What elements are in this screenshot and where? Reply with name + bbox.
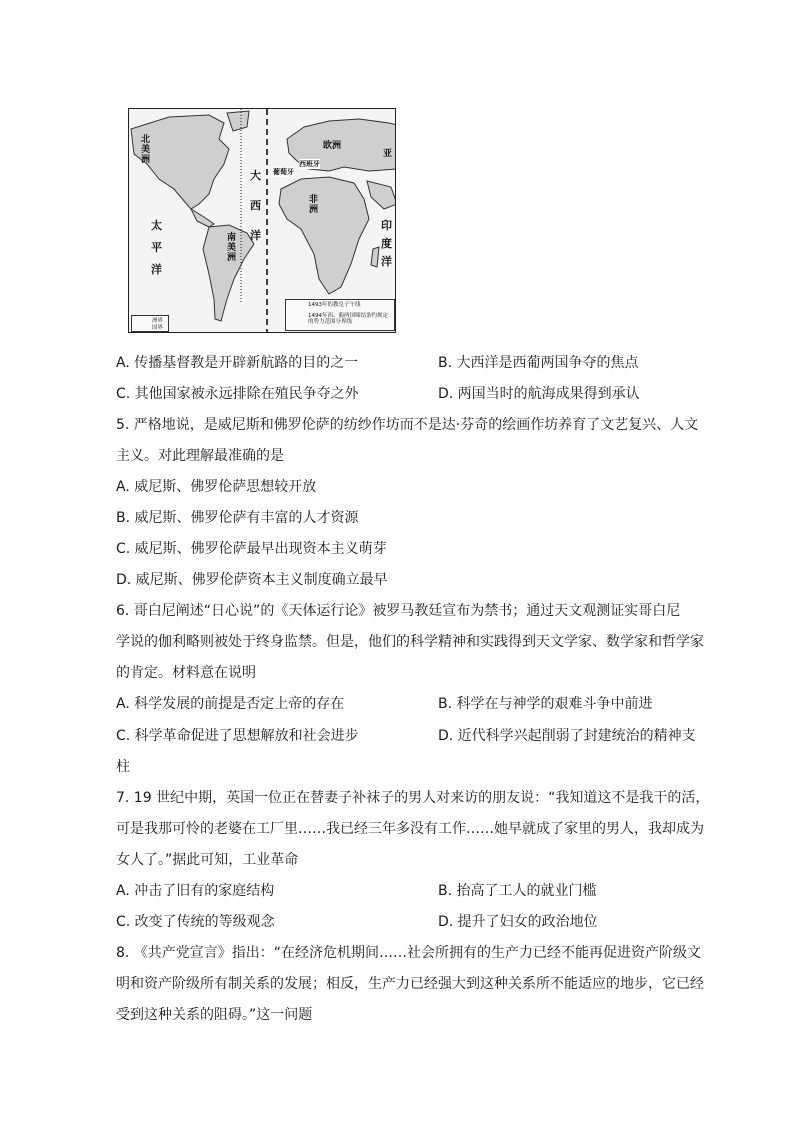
q4-option-a: A. 传播基督教是开辟新航路的目的之一 [116, 355, 359, 371]
label-north-america: 北美洲 [141, 135, 151, 165]
q6-option-c: C. 科学革命促进了思想解放和社会进步 [116, 728, 359, 744]
label-indian-ocean: 印度洋 [381, 219, 392, 268]
q4-option-c: C. 其他国家被永远排除在殖民争夺之外 [116, 386, 359, 402]
legend-continent-boundary: 洲界 [152, 318, 164, 324]
legend-papal-meridian: 1493年的教皇子午线 [308, 302, 361, 308]
q6-option-b: B. 科学在与神学的艰难斗争中前进 [438, 696, 653, 712]
legend-national-boundary: 国界 [152, 325, 164, 331]
legend-right [285, 299, 395, 331]
q7-stem-line2: 可是我那可怜的老婆在工厂里……我已经三年多没有工作……她早就成了家里的男人，我却成为 [116, 821, 704, 837]
label-portugal: 葡萄牙 [273, 168, 294, 176]
q6-option-a: A. 科学发展的前提是否定上帝的存在 [116, 696, 345, 712]
label-pacific-ocean: 太平洋 [151, 219, 162, 276]
label-atlantic-ocean: 大西洋 [250, 169, 261, 242]
legend-left [131, 315, 169, 332]
label-europe: 欧洲 [323, 141, 342, 151]
q4-option-b: B. 大西洋是西葡两国争夺的焦点 [438, 355, 639, 371]
q7-option-a: A. 冲击了旧有的家庭结构 [116, 883, 275, 899]
label-spain: 西班牙 [299, 160, 320, 168]
label-south-america: 南美洲 [227, 233, 237, 263]
q5-stem-line2: 主义。对此理解最准确的是 [116, 448, 284, 464]
legend-treaty-line: 1494年西、葡两国缔结条约规定的势力范围分界线 [308, 313, 388, 325]
q5-option-d: D. 威尼斯、佛罗伦萨资本主义制度确立最早 [116, 572, 388, 588]
q8-stem-line2: 明和资产阶级所有制关系的发展；相反，生产力已经强大到这种关系所不能适应的地步，它已经 [116, 976, 704, 992]
q8-stem-line1: 8. 《共产党宣言》指出：“在经济危机期间……社会所拥有的生产力已经不能再促进资产阶级文 [116, 945, 702, 961]
label-asia: 亚 [383, 149, 393, 159]
q6-option-d: D. 近代科学兴起削弱了封建统治的精神支 [438, 728, 696, 744]
q4-option-d: D. 两国当时的航海成果得到承认 [438, 386, 640, 402]
q7-stem-line3: 女人了。”据此可知，工业革命 [116, 852, 299, 868]
label-africa: 非洲 [309, 195, 319, 215]
q6-option-d-wrap: 柱 [116, 759, 130, 775]
q7-stem-line1: 7. 19 世纪中期，英国一位正在替妻子补袜子的男人对来访的朋友说：“我知道这不是我干的活， [116, 790, 710, 806]
q5-option-a: A. 威尼斯、佛罗伦萨思想较开放 [116, 479, 317, 495]
arabia-landmass [367, 181, 396, 209]
africa-landmass [279, 177, 369, 294]
q5-stem-line1: 5. 严格地说，是威尼斯和佛罗伦萨的纺纱作坊而不是达·芬奇的绘画作坊养育了文艺复兴、人文 [116, 417, 699, 433]
q6-stem-line3: 的肯定。材料意在说明 [116, 665, 256, 681]
q7-option-d: D. 提升了妇女的政治地位 [438, 914, 598, 930]
greenland-landmass [227, 111, 249, 131]
madagascar-landmass [371, 247, 379, 267]
q5-option-c: C. 威尼斯、佛罗伦萨最早出现资本主义萌芽 [116, 541, 387, 557]
central-america-landmass [191, 209, 214, 227]
q6-stem-line1: 6. 哥白尼阐述“日心说”的《天体运行论》被罗马教廷宣布为禁书；通过天文观测证实哥白尼 [116, 603, 681, 619]
q7-option-b: B. 抬高了工人的就业门槛 [438, 883, 597, 899]
historical-map [128, 108, 396, 333]
q5-option-b: B. 威尼斯、佛罗伦萨有丰富的人才资源 [116, 510, 359, 526]
q6-stem-line2: 学说的伽利略则被处于终身监禁。但是，他们的科学精神和实践得到天文学家、数学家和哲学家 [116, 634, 704, 650]
q8-stem-line3: 受到这种关系的阻碍。”这一问题 [116, 1007, 313, 1023]
q7-option-c: C. 改变了传统的等级观念 [116, 914, 275, 930]
